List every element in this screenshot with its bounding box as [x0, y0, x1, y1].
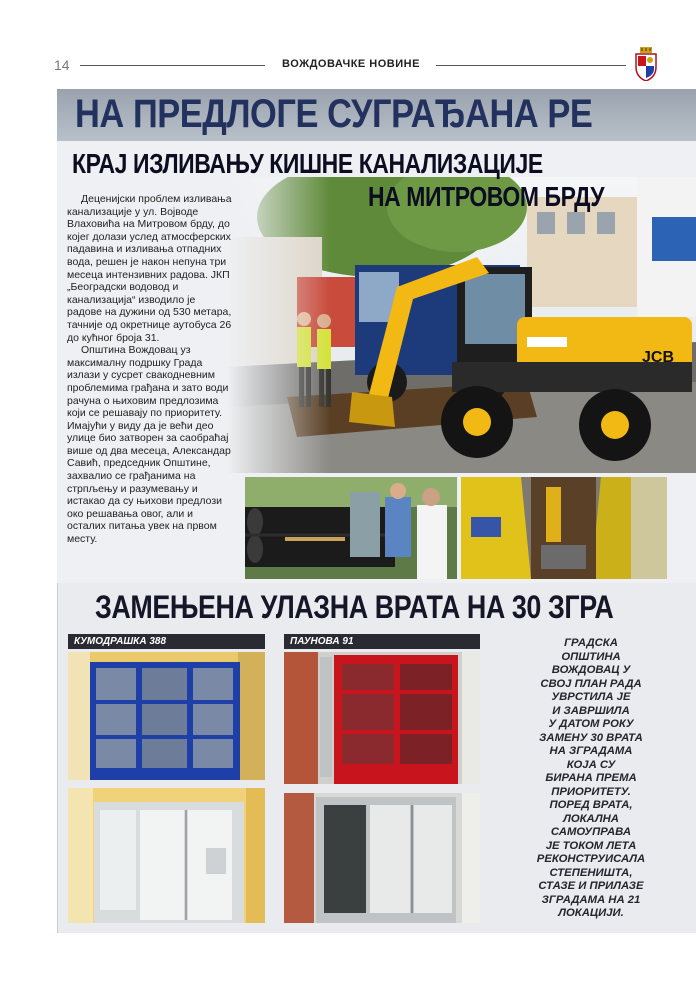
body-line: ЈЕ ТОКОМ ЛЕТА [545, 839, 637, 852]
pipes-inspection-photo [245, 477, 457, 579]
body-line: ПРИОРИТЕТУ. [551, 785, 631, 798]
body-line: СВОЈ ПЛАН РАДА [540, 677, 642, 690]
body-line: ЛОКАЦИЈИ. [558, 907, 624, 919]
body-line: УВРСТИЛА ЈЕ [551, 691, 631, 703]
body-line: ЛОКАЛНА [563, 812, 619, 825]
door-after-photo [68, 788, 265, 923]
body-line: СТАЗЕ И ПРИЛАЗЕ [538, 880, 644, 892]
publication-name: ВОЖДОВАЧКЕ НОВИНЕ [282, 58, 420, 70]
door-before-photo [284, 652, 480, 784]
main-banner [57, 89, 696, 141]
article1-body [67, 193, 232, 546]
page-number: 14 [54, 57, 70, 73]
article1-paragraph: Деценијски проблем изливања канализације у ул. Војводе Влаховића на Митровом брду, до којег долази услед атмосферских падавина и изливања отпадних вода, решен је након непуна три месеца интензивних радова. ЈКП „Београдски водовод и канализација“ изводило је радове на дужини од 530 метара, тачније од окретнице аутобуса 26 до кућног броја 31. [67, 193, 232, 344]
body-line: ЗАМЕНУ 30 ВРАТА [539, 731, 643, 744]
body-line: СТЕПЕНИШТА, [549, 866, 633, 879]
body-line: У ДАТОМ РОКУ [548, 718, 634, 730]
article-doors [57, 583, 696, 933]
banner-headline: НА ПРЕДЛОГЕ СУГРАЂАНА РЕ [75, 92, 593, 136]
trench-photo [461, 477, 667, 579]
article2-body [490, 637, 692, 921]
location-label: ПАУНОВА 91 [284, 634, 480, 649]
body-line: И ЗАВРШИЛА [552, 704, 630, 717]
article2-title: ЗАМЕЊЕНА УЛАЗНА ВРАТА НА 30 ЗГРА [95, 589, 614, 625]
article1-title-line2: НА МИТРОВОМ БРДУ [368, 181, 605, 212]
body-line: ОПШТИНА [561, 650, 621, 663]
article-sewer [57, 141, 696, 583]
body-line: НА ЗГРАДАМА [549, 745, 633, 757]
excavator-photo [227, 177, 696, 473]
body-line: ПОРЕД ВРАТА, [549, 799, 633, 811]
body-line: КОЈА СУ [566, 758, 616, 771]
article1-title-line1: КРАЈ ИЗЛИВАЊУ КИШНЕ КАНАЛИЗАЦИЈЕ [72, 148, 543, 179]
body-line: ГРАДСКА [564, 637, 618, 649]
body-line: САМОУПРАВА [550, 826, 632, 838]
door-before-photo [68, 652, 265, 780]
body-line: БИРАНА ПРЕМА [545, 772, 637, 784]
header-rule-left [80, 65, 265, 66]
article1-paragraph: Општина Вождовац уз максималну подршку Града излази у сусрет свакодневним проблемима грађана и зато води рачуна о њиховим предлозима који се решавају по приоритету. Имајући у виду да је већи део улице био затворен за саобраћај више од два месеца, Александар Савић, председник Општине, захвалио се грађанима на стрпљењу и разумевању и истакао да су њихови предлози око решавања овог, али и осталих питања увек на првом месту. [67, 344, 231, 546]
header-rule-right [436, 65, 626, 66]
door-after-photo [284, 793, 480, 923]
body-line: РЕКОНСТРУИСАЛА [536, 853, 646, 865]
body-line: ЗГРАДАМА НА 21 [541, 893, 641, 906]
body-line: ВОЖДОВАЦ У [551, 664, 631, 676]
location-label: КУМОДРАШКА 388 [68, 634, 265, 649]
coat-of-arms-icon [634, 47, 658, 81]
